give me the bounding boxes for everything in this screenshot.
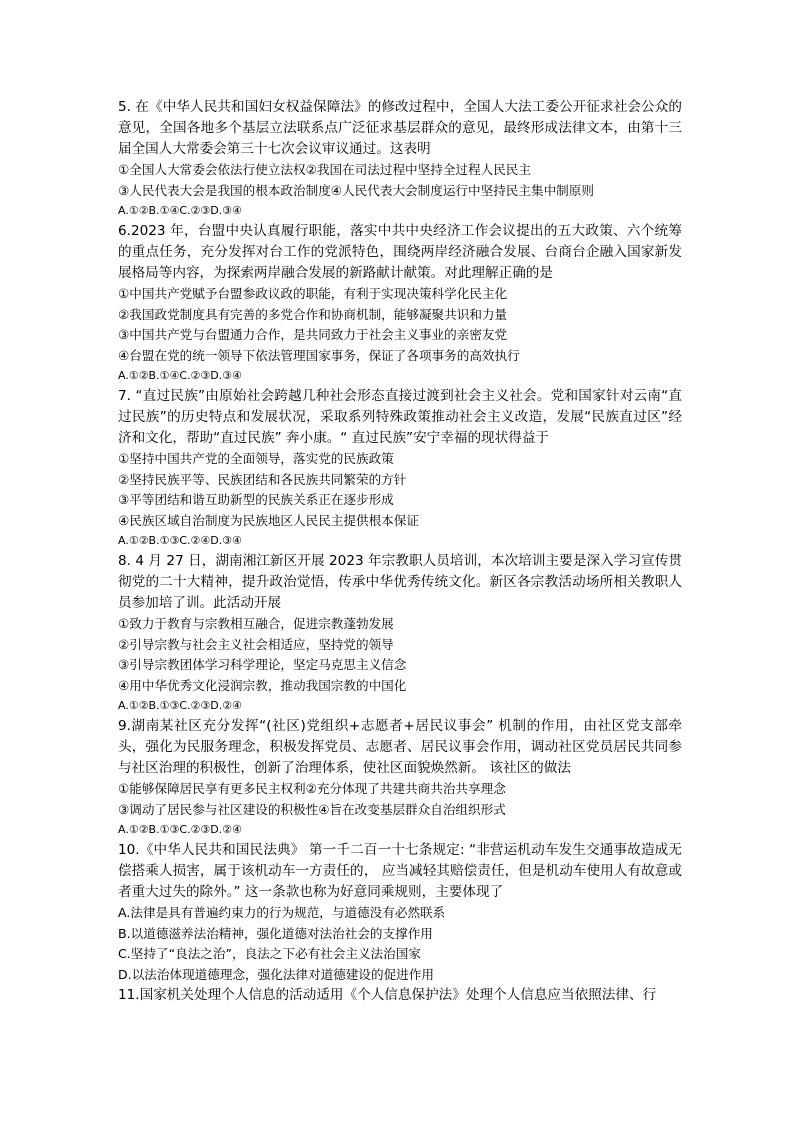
question-stem: 10.《中华人民共和国民法典》 第一千二百一十七条规定: “非营运机动车发生交通事故造成无偿搭乘人损害，属于该机动车一方责任的， 应当减轻其赔偿责任，但是机动车使用人有故意或者重大过失的除外。” 这一条款也称为好意同乘规则，主要体现了 bbox=[118, 842, 682, 900]
statement-option: ③引导宗教团体学习科学理论，坚定马克思主义信念 bbox=[118, 657, 407, 672]
question-5 bbox=[118, 97, 682, 221]
question-6 bbox=[118, 221, 682, 386]
choice-option: D.以法治体现道德理念，强化法律对道德建设的促进作用 bbox=[118, 966, 434, 982]
answer-choices: A.①②B.①③C.②③D.②④ bbox=[118, 699, 242, 712]
question-11 bbox=[118, 985, 682, 1006]
statement-option: ②引导宗教与社会主义社会相适应，坚持党的领导 bbox=[118, 636, 394, 652]
statement-option: ①能够保障居民享有更多民主权利②充分体现了共建共商共治共享理念 bbox=[118, 781, 506, 796]
question-8 bbox=[118, 551, 682, 716]
question-stem: 5. 在《中华人民共和国妇女权益保障法》的修改过程中，全国人大法工委公开征求社会公众的意见，全国各地多个基层立法联系点广泛征求基层群众的意见，最终形成法律文本，由第十三届全国人大常委会第三十七次会议审议通过。这表明 bbox=[118, 99, 682, 157]
question-stem: 8. 4 月 27 日，湖南湘江新区开展 2023 年宗教职人员培训，本次培训主要是深入学习宣传贯彻党的二十大精神，提升政治觉悟，传承中华优秀传统文化。新区各宗教活动场所相关教职人员参加培了训。此活动开展 bbox=[118, 553, 682, 611]
statement-option: ③平等团结和谐互助新型的民族关系正在逐步形成 bbox=[118, 492, 394, 507]
statement-option: ③人民代表大会是我国的根本政治制度④人民代表大会制度运行中坚持民主集中制原则 bbox=[118, 182, 594, 198]
question-stem: 7. “直过民族”由原始社会跨越几种社会形态直接过渡到社会主义社会。党和国家针对云南“直过民族”的历史特点和发展状况，采取系列特殊政策推动社会主义改造，发展“民族直过区”经济和文化，帮助“直过民族” 奔小康。“ 直过民族”安宁幸福的现状得益于 bbox=[118, 388, 682, 446]
statement-option: ①致力于教育与宗教相互融合，促进宗教蓬勃发展 bbox=[118, 616, 394, 631]
statement-option: ①中国共产党赋予台盟参政议政的职能，有利于实现决策科学化民主化 bbox=[118, 286, 508, 301]
statement-option: ③中国共产党与台盟通力合作，是共同致力于社会主义事业的亲密友党 bbox=[118, 327, 508, 342]
question-stem: 6.2023 年，台盟中央认真履行职能，落实中共中央经济工作会议提出的五大政策、六个统筹的重点任务，充分发挥对台工作的党派特色，围绕两岸经济融合发展、台商台企融入国家新发展格局等内容，为探索两岸融合发展的新路献计献策。对此理解正确的是 bbox=[118, 223, 682, 281]
question-9 bbox=[118, 716, 682, 840]
statement-option: ④民族区域自治制度为民族地区人民民主提供根本保证 bbox=[118, 512, 419, 528]
choice-option: C.坚持了“良法之治”，良法之下必有社会主义法治国家 bbox=[118, 946, 421, 961]
answer-choices: A.①②B.①④C.②③D.③④ bbox=[118, 369, 242, 382]
statement-option: ②坚持民族平等、民族团结和各民族共同繁荣的方针 bbox=[118, 471, 407, 487]
answer-choices: A.①②B.①③C.②③D.②④ bbox=[118, 823, 242, 836]
statement-option: ④用中华优秀文化浸润宗教，推动我国宗教的中国化 bbox=[118, 677, 407, 693]
choice-option: B.以道德滋养法治精神，强化道德对法治社会的支撑作用 bbox=[118, 925, 433, 941]
statement-option: ①全国人大常委会依法行使立法权②我国在司法过程中坚持全过程人民民主 bbox=[118, 162, 531, 177]
question-7 bbox=[118, 386, 682, 551]
question-stem: 11.国家机关处理个人信息的活动适用《个人信息保护法》处理个人信息应当依照法律、行 bbox=[118, 987, 657, 1003]
question-10 bbox=[118, 840, 682, 985]
question-stem: 9.湖南某社区充分发挥“(社区)党组织+志愿者+居民议事会” 机制的作用，由社区党支部牵头，强化为民服务理念，积极发挥党员、志愿者、居民议事会作用，调动社区党员居民共同参与社区治理的积极性，创新了治理体系，使社区面貌焕然新。 该社区的做法 bbox=[118, 718, 682, 776]
choice-option: A.法律是具有普遍约束力的行为规范，与道德没有必然联系 bbox=[118, 905, 446, 920]
statement-option: ②我国政党制度具有完善的多党合作和协商机制，能够凝聚共识和力量 bbox=[118, 306, 508, 322]
statement-option: ③调动了居民参与社区建设的积极性④旨在改变基层群众自治组织形式 bbox=[118, 801, 506, 817]
exam-page bbox=[118, 97, 682, 1006]
answer-choices: A.①②B.①④C.②③D.③④ bbox=[118, 204, 242, 217]
statement-option: ④台盟在党的统一领导下依法管理国家事务，保证了各项事务的高效执行 bbox=[118, 347, 520, 363]
statement-option: ①坚持中国共产党的全面领导，落实党的民族政策 bbox=[118, 451, 394, 466]
answer-choices: A.①②B.①③C.②④D.③④ bbox=[118, 534, 242, 547]
